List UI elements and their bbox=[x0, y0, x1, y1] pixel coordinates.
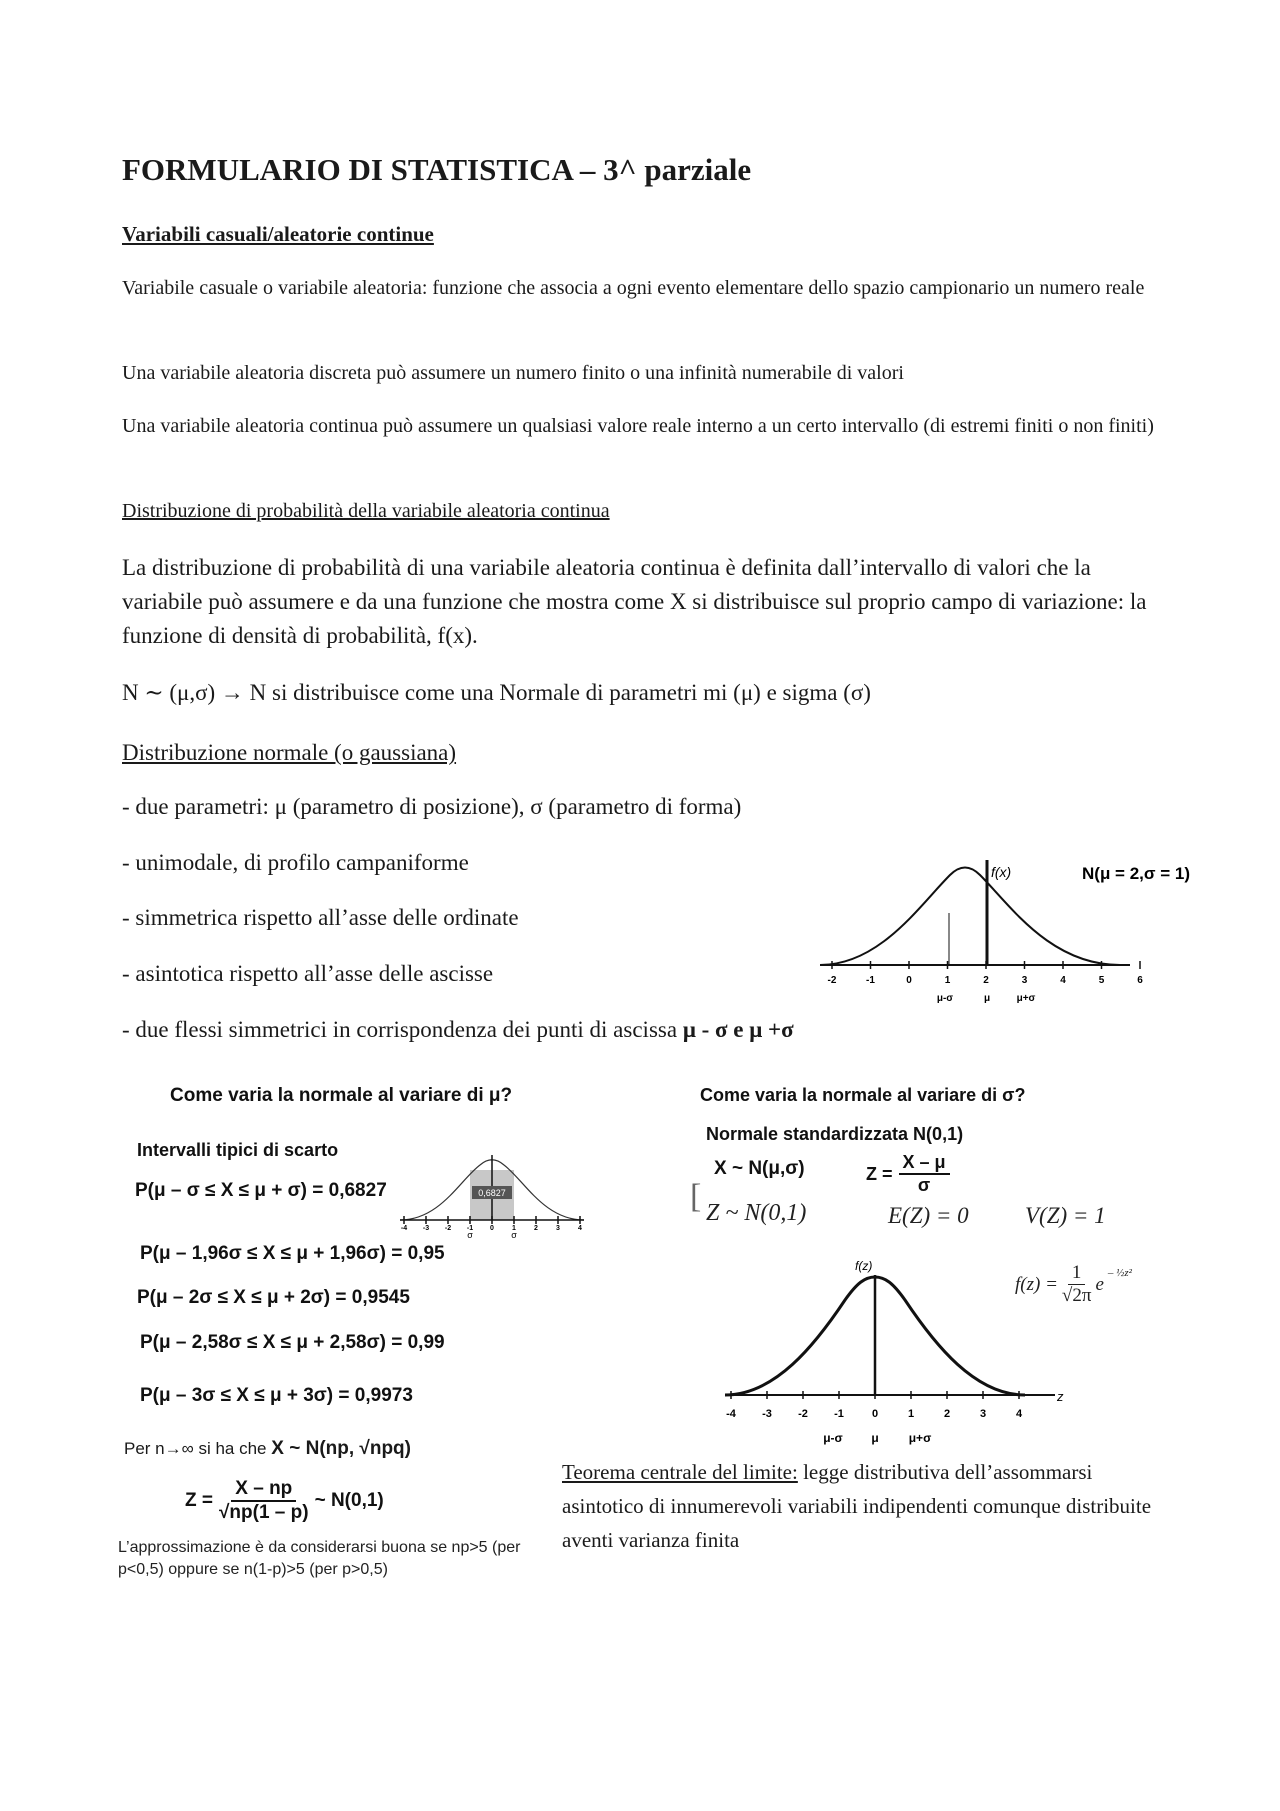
chart1-label-mu-plus-sigma: μ+σ bbox=[1016, 993, 1036, 1004]
density-lhs: f(z) = bbox=[1015, 1273, 1058, 1295]
bullet-inflections-text: - due flessi simmetrici in corrispondenza dei punti di ascissa bbox=[122, 1017, 678, 1042]
z-binomial-fraction bbox=[219, 1478, 309, 1524]
chart1-tick-label: 2 bbox=[983, 975, 989, 986]
std-tick-label: 3 bbox=[979, 1408, 987, 1420]
chart1-tick-label: 0 bbox=[906, 975, 912, 986]
standard-normal-figure bbox=[715, 1255, 1075, 1455]
chart1-tick-label: 3 bbox=[1021, 975, 1028, 986]
left-bracket: [ bbox=[690, 1178, 702, 1215]
z-standard-formula bbox=[866, 1152, 950, 1196]
mini-tick-label: -1 bbox=[466, 1225, 474, 1232]
theorem-label: Teorema centrale del limite: bbox=[562, 1460, 798, 1484]
x-distribution: X ~ N(μ,σ) bbox=[714, 1158, 805, 1179]
mini-sigma-right: σ bbox=[511, 1230, 517, 1240]
mini-normal-figure bbox=[400, 1150, 585, 1240]
z-binomial-formula bbox=[185, 1478, 384, 1524]
paragraph-normal-notation: N ∼ (μ,σ) → N si distribuisce come una Normale di parametri mi (μ) e sigma (σ) bbox=[122, 680, 871, 705]
z-standard-lhs: Z = bbox=[866, 1163, 893, 1184]
std-tick-label: 0 bbox=[871, 1408, 879, 1420]
std-tick-label: -3 bbox=[762, 1408, 772, 1420]
approximation-note: L’approssimazione è da considerarsi buona se np>5 (per p<0,5) oppure se n(1-p)>5 (per p>0,5) bbox=[118, 1539, 521, 1578]
mini-tick-label: -3 bbox=[422, 1225, 430, 1232]
mini-sigma-left: σ bbox=[467, 1230, 473, 1240]
bullet-asymptotic: - asintotica rispetto all’asse delle ascisse bbox=[122, 961, 494, 986]
paragraph-density: La distribuzione di probabilità di una variabile aleatoria continua è definita dall’intervallo di valori che la variabile può assumere e da una funzione che mostra come X si distribuisce sul proprio campo di variazione: la funzione di densità di probabilità, f(x). bbox=[122, 555, 1147, 648]
interval-formula-5: P(μ – 3σ ≤ X ≤ μ + 3σ) = 0,9973 bbox=[140, 1385, 413, 1406]
z-standard-num: X – μ bbox=[899, 1152, 950, 1175]
normal-curve-figure bbox=[820, 855, 1200, 1010]
chart1-tick-label: 5 bbox=[1098, 975, 1105, 986]
mini-tick-label: 0 bbox=[490, 1225, 494, 1232]
theorem-text: legge distributiva dell’assommarsi asintotico di innumerevoli variabili indipendenti comunque distribuite aventi varianza finita bbox=[562, 1460, 1152, 1552]
bullet-inflections bbox=[122, 1013, 1162, 1047]
density-num: 1 bbox=[1068, 1262, 1086, 1285]
mini-tick-label: -4 bbox=[400, 1225, 408, 1232]
mini-tick-label: 2 bbox=[534, 1225, 538, 1232]
std-label-mu-minus-sigma: μ-σ bbox=[823, 1431, 843, 1445]
std-label-mu: μ bbox=[871, 1431, 879, 1445]
density-den: √2π bbox=[1061, 1285, 1092, 1306]
approximation-line bbox=[124, 1438, 411, 1460]
z-binomial-den: √np(1 – p) bbox=[218, 1502, 309, 1523]
z-binomial-rhs: ~ N(0,1) bbox=[314, 1490, 384, 1511]
std-tick-label: -4 bbox=[726, 1408, 736, 1420]
right-panel-heading: Come varia la normale al variare di σ? bbox=[700, 1085, 1026, 1105]
mini-tick-label: 4 bbox=[578, 1225, 582, 1232]
expected-value: E(Z) = 0 bbox=[888, 1203, 969, 1228]
paragraph-definition: Variabile casuale o variabile aleatoria: funzione che associa a ogni evento elementare dello spazio campionario un numero reale bbox=[122, 277, 1145, 299]
std-axis-var: z bbox=[1057, 1389, 1064, 1404]
interval-formula-4: P(μ – 2,58σ ≤ X ≤ μ + 2,58σ) = 0,99 bbox=[140, 1332, 445, 1353]
std-label-mu-plus-sigma: μ+σ bbox=[908, 1431, 932, 1445]
std-tick-label: 4 bbox=[1015, 1408, 1023, 1420]
density-exponent: – ½z² bbox=[1107, 1266, 1132, 1279]
mini-ticks bbox=[401, 1216, 582, 1232]
fx-label: f(x) bbox=[991, 864, 1012, 880]
bullet-unimodal: - unimodale, di profilo campaniforme bbox=[122, 850, 469, 875]
central-limit-theorem bbox=[562, 1455, 1162, 1557]
std-tick-label: -1 bbox=[834, 1408, 844, 1420]
density-e: e bbox=[1095, 1273, 1104, 1295]
std-tick-label: 1 bbox=[907, 1408, 915, 1420]
mini-tick-label: 3 bbox=[556, 1225, 560, 1232]
z-standard-fraction bbox=[899, 1152, 950, 1196]
per-formula: X ~ N(np, √npq) bbox=[271, 1438, 411, 1459]
variance: V(Z) = 1 bbox=[1025, 1203, 1106, 1228]
chart1-label-mu: μ bbox=[983, 993, 991, 1004]
z-binomial-num: X – np bbox=[231, 1478, 296, 1502]
standardized-heading: Normale standardizzata N(0,1) bbox=[706, 1124, 964, 1144]
subheading-normal: Distribuzione normale (o gaussiana) bbox=[122, 740, 457, 765]
section-heading: Variabili casuali/aleatorie continue bbox=[122, 222, 434, 246]
per-text: Per n→∞ si ha che bbox=[124, 1439, 267, 1458]
bullet-symmetric: - simmetrica rispetto all’asse delle ordinate bbox=[122, 905, 519, 930]
fz-label: f(z) bbox=[855, 1259, 873, 1273]
std-tick-label: 2 bbox=[943, 1408, 951, 1420]
z-distribution: Z ~ N(0,1) bbox=[706, 1200, 807, 1226]
page-title: FORMULARIO DI STATISTICA – 3^ parziale bbox=[122, 152, 752, 187]
chart1-title: N(μ = 2,σ = 1) bbox=[1082, 864, 1191, 883]
chart1-tick-label: 6 bbox=[1137, 975, 1143, 986]
chart1-tick-label: 1 bbox=[944, 975, 951, 986]
mini-tick-label: -2 bbox=[444, 1225, 452, 1232]
bullet-inflections-expr: μ - σ e μ +σ bbox=[682, 1017, 794, 1042]
chart1-label-mu-minus-sigma: μ-σ bbox=[936, 993, 954, 1004]
intervals-heading: Intervalli tipici di scarto bbox=[137, 1140, 339, 1160]
paragraph-discrete: Una variabile aleatoria discreta può assumere un numero finito o una infinità numerabile di valori bbox=[122, 362, 904, 384]
interval-formula-2: P(μ – 1,96σ ≤ X ≤ μ + 1,96σ) = 0,95 bbox=[140, 1243, 445, 1264]
subheading-distribution: Distribuzione di probabilità della variabile aleatoria continua bbox=[122, 500, 610, 522]
chart1-tick-label: -1 bbox=[866, 975, 875, 986]
z-binomial-lhs: Z = bbox=[185, 1490, 213, 1511]
left-panel-heading: Come varia la normale al variare di μ? bbox=[170, 1085, 513, 1106]
interval-formula-1: P(μ – σ ≤ X ≤ μ + σ) = 0,6827 bbox=[135, 1180, 387, 1201]
interval-formula-3: P(μ – 2σ ≤ X ≤ μ + 2σ) = 0,9545 bbox=[137, 1287, 410, 1308]
chart1-tick-label: -2 bbox=[827, 975, 837, 986]
bullet-parameters: - due parametri: μ (parametro di posizione), σ (parametro di forma) bbox=[122, 794, 742, 819]
chart1-tick-label: 4 bbox=[1060, 975, 1066, 986]
std-tick-label: -2 bbox=[798, 1408, 808, 1420]
paragraph-continuous: Una variabile aleatoria continua può assumere un qualsiasi valore reale interno a un certo intervallo (di estremi finiti o non finiti) bbox=[122, 415, 1154, 437]
bell-curve bbox=[820, 868, 1120, 966]
mini-tick-label: 1 bbox=[512, 1225, 516, 1232]
mini-area-label: 0,6827 bbox=[478, 1188, 506, 1198]
z-standard-den: σ bbox=[917, 1175, 931, 1195]
